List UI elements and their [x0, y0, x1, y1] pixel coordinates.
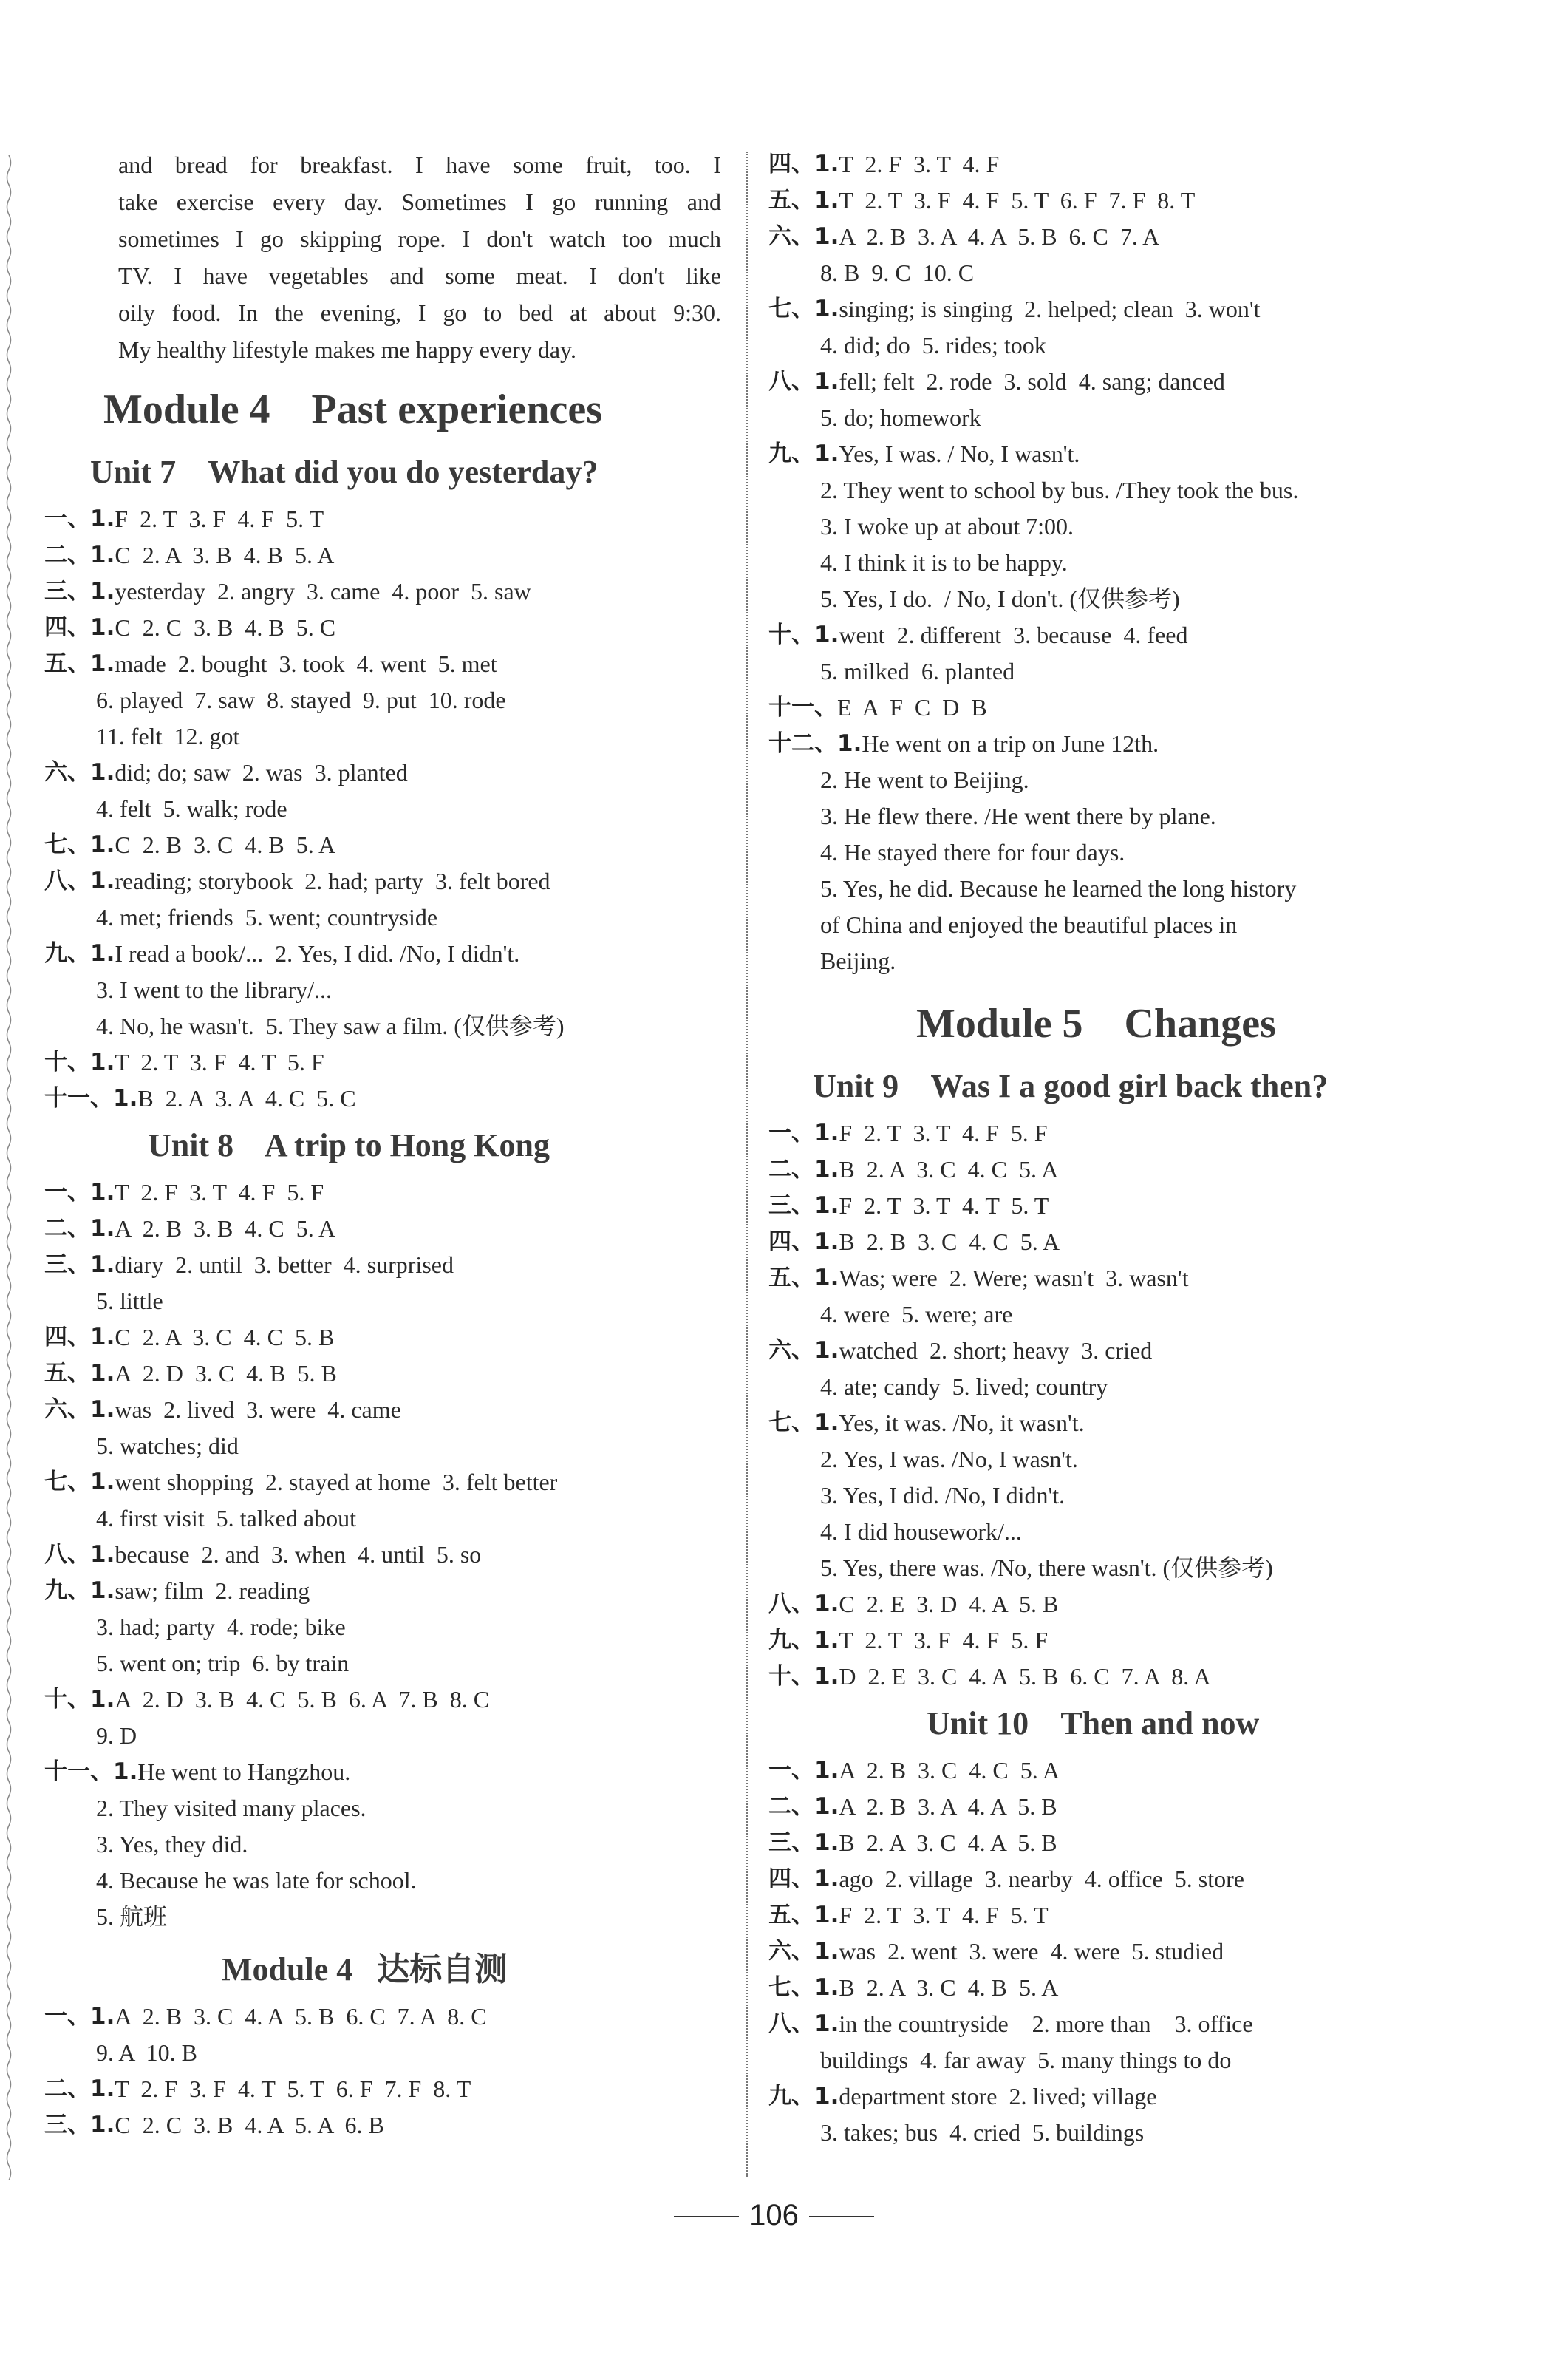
answer-item [768, 1152, 1507, 1188]
answer-item [44, 1356, 724, 1392]
intro-line: TV. I have vegetables and some meat. I don't like [118, 262, 721, 289]
answer-lines [839, 146, 1507, 183]
answer-lines [115, 1537, 724, 1573]
question-number: 一、1. [44, 506, 115, 532]
question-number: 三、1. [44, 1251, 115, 1278]
question-number: 五、1. [44, 1360, 115, 1387]
question-number: 二、1. [44, 2075, 115, 2102]
answer-line: E A F C D B [837, 694, 987, 721]
left-column [44, 146, 724, 2143]
answer-lines [115, 2071, 724, 2107]
answer-line: did; do; saw 2. was 3. planted [115, 759, 408, 786]
wavy-margin-line [4, 155, 13, 2180]
answer-line: B 2. A 3. A 4. C 5. C [137, 1085, 356, 1112]
answer-lines [820, 2006, 1507, 2078]
answer-lines [115, 574, 724, 610]
answer-item [44, 1044, 724, 1081]
answer-lines [820, 1260, 1507, 1333]
answer-lines [839, 1659, 1507, 1695]
answer-line: yesterday 2. angry 3. came 4. poor 5. saw [115, 578, 531, 605]
answer-line: A 2. B 3. C 4. A 5. B 6. C 7. A 8. C [115, 2003, 487, 2030]
question-number: 二、1. [768, 1793, 839, 1820]
answer-item [768, 1333, 1507, 1405]
answer-item [768, 1970, 1507, 2006]
answer-line: watched 2. short; heavy 3. cried [839, 1337, 1153, 1364]
question-number: 十、1. [768, 1663, 839, 1690]
answer-line: Yes, I was. / No, I wasn't. [839, 441, 1080, 467]
answer-line: Was; were 2. Were; wasn't 3. wasn't [839, 1265, 1189, 1291]
answer-line: was 2. went 3. were 4. were 5. studied [839, 1938, 1224, 1965]
answer-line: F 2. T 3. T 4. F 5. T [839, 1902, 1049, 1928]
answer-lines [96, 936, 724, 1044]
answer-item [44, 1682, 724, 1754]
question-number: 四、1. [768, 1866, 839, 1892]
answer-line: A 2. D 3. B 4. C 5. B 6. A 7. B 8. C [115, 1686, 490, 1713]
answer-item [768, 1861, 1507, 1897]
answer-item [44, 1754, 724, 1935]
answer-line: F 2. T 3. T 4. F 5. F [839, 1120, 1048, 1146]
answer-item [44, 1392, 724, 1464]
question-number: 十、1. [768, 622, 839, 648]
answer-line: 5. little [96, 1288, 163, 1314]
answer-lines [115, 2107, 724, 2143]
answer-line: T 2. T 3. F 4. F 5. T 6. F 7. F 8. T [839, 187, 1196, 214]
answer-item [768, 146, 1507, 183]
answer-lines [96, 1464, 724, 1537]
answer-line: 9. D [96, 1722, 137, 1749]
answer-line: Yes, it was. /No, it wasn't. [839, 1410, 1085, 1436]
answer-lines [96, 863, 724, 936]
answer-item [768, 1789, 1507, 1825]
question-number: 九、1. [768, 1627, 839, 1653]
intro-paragraph [44, 146, 724, 368]
answer-line: in the countryside 2. more than 3. office [839, 2010, 1253, 2037]
question-number: 七、1. [768, 1410, 839, 1436]
answer-line: 11. felt 12. got [96, 723, 240, 749]
answer-line: C 2. A 3. C 4. C 5. B [115, 1324, 335, 1350]
question-number: 二、1. [44, 1215, 115, 1242]
answer-line: T 2. T 3. F 4. T 5. F [115, 1049, 324, 1075]
question-number: 九、1. [44, 940, 115, 967]
intro-line: take exercise every day. Sometimes I go running and [118, 188, 721, 215]
question-number: 四、1. [768, 1228, 839, 1255]
answer-item [768, 1188, 1507, 1224]
answer-line: of China and enjoyed the beautiful places in [820, 911, 1238, 938]
answer-lines [820, 1333, 1507, 1405]
unit-7-heading: Unit 7 What did you do yesterday? [90, 454, 599, 490]
answer-line: 3. Yes, they did. [96, 1831, 248, 1857]
module-4-test-answers [44, 1999, 724, 2143]
question-number: 十、1. [44, 1049, 115, 1075]
answer-line: 3. takes; bus 4. cried 5. buildings [820, 2119, 1145, 2146]
answer-line: 3. I woke up at about 7:00. [820, 513, 1074, 540]
answer-item [44, 1081, 724, 1117]
question-number: 三、1. [44, 578, 115, 605]
question-number: 八、1. [768, 2010, 839, 2037]
question-number: 一、1. [44, 1179, 115, 1206]
question-number: 九、1. [768, 2083, 839, 2109]
answer-lines [96, 1999, 724, 2071]
question-number: 二、1. [768, 1156, 839, 1183]
answer-lines [820, 2078, 1507, 2151]
answer-item [44, 1174, 724, 1211]
unit-8-answers [44, 1174, 724, 1935]
intro-line: My healthy lifestyle makes me happy every day. [118, 336, 576, 363]
answer-item [768, 291, 1507, 364]
answer-line: 2. Yes, I was. /No, I wasn't. [820, 1446, 1078, 1472]
answer-lines [820, 291, 1507, 364]
question-number: 七、1. [44, 1469, 115, 1495]
answer-lines [96, 1682, 724, 1754]
answer-line: 4. Because he was late for school. [96, 1867, 417, 1894]
question-number: 十一、1. [44, 1085, 138, 1112]
answer-lines [839, 1825, 1507, 1861]
right-column [768, 146, 1507, 2151]
answer-lines [820, 436, 1507, 617]
answer-lines [839, 1622, 1507, 1659]
answer-item [44, 646, 724, 755]
answer-item [44, 574, 724, 610]
answer-item [768, 1260, 1507, 1333]
answer-item [768, 1622, 1507, 1659]
answer-lines [115, 1174, 724, 1211]
answer-lines [115, 1211, 724, 1247]
answer-lines [839, 1861, 1507, 1897]
answer-line: went shopping 2. stayed at home 3. felt better [115, 1469, 558, 1495]
answer-line: C 2. A 3. B 4. B 5. A [115, 542, 335, 568]
answer-line: 2. He went to Beijing. [820, 766, 1029, 793]
question-number: 五、1. [768, 1902, 839, 1928]
answer-line: C 2. C 3. B 4. B 5. C [115, 614, 336, 641]
answer-line: saw; film 2. reading [115, 1577, 310, 1604]
answer-item [768, 219, 1507, 291]
answer-lines [839, 1934, 1507, 1970]
answer-lines [137, 1081, 724, 1117]
question-number: 八、1. [768, 1591, 839, 1617]
answer-item [768, 690, 1507, 726]
answer-item [44, 1573, 724, 1682]
answer-line: 4. were 5. were; are [820, 1301, 1013, 1327]
question-number: 八、1. [44, 1541, 115, 1568]
answer-lines [115, 1319, 724, 1356]
answer-lines [96, 755, 724, 827]
unit-9-heading: Unit 9 Was I a good girl back then? [813, 1068, 1329, 1104]
answer-line: T 2. T 3. F 4. F 5. F [839, 1627, 1049, 1653]
answer-line: 4. felt 5. walk; rode [96, 795, 287, 822]
answer-line: fell; felt 2. rode 3. sold 4. sang; danced [839, 368, 1225, 395]
unit-7-answers [44, 501, 724, 1117]
answer-item [768, 2006, 1507, 2078]
answer-item [44, 863, 724, 936]
answer-lines [820, 219, 1507, 291]
answer-line: A 2. D 3. C 4. B 5. B [115, 1360, 337, 1387]
answer-lines [839, 1586, 1507, 1622]
answer-item [44, 936, 724, 1044]
answer-lines [820, 364, 1507, 436]
question-number: 六、1. [768, 223, 839, 250]
question-number: 七、1. [768, 1974, 839, 2001]
answer-line: D 2. E 3. C 4. A 5. B 6. C 7. A 8. A [839, 1663, 1211, 1690]
question-number: 二、1. [44, 542, 115, 568]
answer-lines [839, 183, 1507, 219]
answer-line: C 2. E 3. D 4. A 5. B [839, 1591, 1059, 1617]
answer-line: 9. A 10. B [96, 2039, 197, 2066]
answer-lines [837, 690, 1507, 726]
module-4-heading: Module 4 Past experiences [103, 387, 602, 432]
answer-line: He went to Hangzhou. [137, 1758, 351, 1785]
unit-9-answers [768, 1115, 1507, 1695]
answer-lines [839, 1224, 1507, 1260]
question-number: 四、1. [768, 151, 839, 177]
question-number: 三、1. [768, 1829, 839, 1856]
answer-line: because 2. and 3. when 4. until 5. so [115, 1541, 482, 1568]
answer-line: 4. I did housework/... [820, 1518, 1022, 1545]
page-number-dash-right [809, 2216, 874, 2217]
answer-lines [839, 1970, 1507, 2006]
answer-lines [115, 610, 724, 646]
answer-line: T 2. F 3. T 4. F [839, 151, 1000, 177]
answer-item [44, 1319, 724, 1356]
question-number: 九、1. [44, 1577, 115, 1604]
answer-line: B 2. B 3. C 4. C 5. A [839, 1228, 1060, 1255]
answer-line: 5. do; homework [820, 404, 981, 431]
answer-item [768, 1586, 1507, 1622]
question-number: 三、1. [44, 2112, 115, 2138]
answer-line: 4. I think it is to be happy. [820, 549, 1068, 576]
answer-lines [115, 537, 724, 574]
answer-line: 5. milked 6. planted [820, 658, 1015, 684]
answer-line: 5. Yes, there was. /No, there wasn't. (仅供参考) [820, 1554, 1273, 1581]
answer-lines [839, 1752, 1507, 1789]
module-4-test-heading: Module 4 达标自测 [222, 1951, 508, 1988]
answer-line: Beijing. [820, 948, 896, 974]
answer-item [44, 537, 724, 574]
unit-10-heading: Unit 10 Then and now [927, 1705, 1260, 1741]
answer-item [44, 1464, 724, 1537]
answer-line: 2. They visited many places. [96, 1795, 366, 1821]
answer-item [768, 436, 1507, 617]
answer-lines [96, 1573, 724, 1682]
answer-line: 4. ate; candy 5. lived; country [820, 1373, 1108, 1400]
answer-item [768, 1659, 1507, 1695]
answer-line: 4. met; friends 5. went; countryside [96, 904, 438, 931]
answer-lines [115, 501, 724, 537]
answer-item [768, 183, 1507, 219]
answer-line: 4. first visit 5. talked about [96, 1505, 356, 1531]
answer-line: T 2. F 3. F 4. T 5. T 6. F 7. F 8. T [115, 2075, 471, 2102]
answer-lines [820, 1405, 1507, 1586]
answer-item [44, 1247, 724, 1319]
answer-line: He went on a trip on June 12th. [862, 730, 1159, 757]
question-number: 八、1. [768, 368, 839, 395]
answer-line: ago 2. village 3. nearby 4. office 5. store [839, 1866, 1244, 1892]
question-number: 五、1. [768, 187, 839, 214]
answer-line: diary 2. until 3. better 4. surprised [115, 1251, 454, 1278]
answer-line: made 2. bought 3. took 4. went 5. met [115, 650, 497, 677]
answer-line: 4. He stayed there for four days. [820, 839, 1125, 866]
answer-lines [115, 1356, 724, 1392]
answer-item [44, 2071, 724, 2107]
answer-line: was 2. lived 3. were 4. came [115, 1396, 401, 1423]
answer-item [768, 1897, 1507, 1934]
answer-line: 3. had; party 4. rode; bike [96, 1614, 346, 1640]
page-number [0, 2199, 1548, 2232]
answer-item [44, 1999, 724, 2071]
answer-line: department store 2. lived; village [839, 2083, 1157, 2109]
page-number-dash-left [674, 2216, 739, 2217]
answer-line: F 2. T 3. T 4. T 5. T [839, 1192, 1049, 1219]
question-number: 一、1. [768, 1757, 839, 1784]
answer-lines [839, 1152, 1507, 1188]
answer-item [44, 610, 724, 646]
unit-10-answers [768, 1752, 1507, 2151]
answer-line: 8. B 9. C 10. C [820, 259, 975, 286]
question-number: 十一、1. [44, 1758, 138, 1785]
answer-line: went 2. different 3. because 4. feed [839, 622, 1188, 648]
answer-item [768, 1405, 1507, 1586]
intro-line: oily food. In the evening, I go to bed at about 9:30. [118, 299, 721, 326]
question-number: 四、1. [44, 614, 115, 641]
answer-item [768, 1115, 1507, 1152]
answer-line: A 2. B 3. A 4. A 5. B [839, 1793, 1057, 1820]
question-number: 六、1. [768, 1337, 839, 1364]
answer-lines [96, 1247, 724, 1319]
answer-line: 5. went on; trip 6. by train [96, 1650, 350, 1676]
answer-item [44, 2107, 724, 2143]
question-number: 五、1. [44, 650, 115, 677]
answer-lines [115, 1044, 724, 1081]
question-number: 十、1. [44, 1686, 115, 1713]
answer-line: singing; is singing 2. helped; clean 3. won't [839, 296, 1261, 322]
answer-item [768, 1752, 1507, 1789]
answer-item [44, 1211, 724, 1247]
question-number: 十二、1. [768, 730, 862, 757]
intro-line: and bread for breakfast. I have some fruit, too. I [118, 152, 721, 178]
answer-line: reading; storybook 2. had; party 3. felt bored [115, 868, 550, 894]
intro-line: sometimes I go skipping rope. I don't watch too much [118, 225, 721, 252]
answer-item [44, 1537, 724, 1573]
question-number: 一、1. [44, 2003, 115, 2030]
answer-item [44, 755, 724, 827]
answer-item [44, 827, 724, 863]
answer-lines [820, 617, 1507, 690]
module-5-heading: Module 5 Changes [916, 1001, 1276, 1047]
question-number: 六、1. [768, 1938, 839, 1965]
question-number: 五、1. [768, 1265, 839, 1291]
answer-line: B 2. A 3. C 4. C 5. A [839, 1156, 1059, 1183]
answer-line: 3. Yes, I did. /No, I didn't. [820, 1482, 1065, 1509]
question-number: 三、1. [768, 1192, 839, 1219]
answer-item [768, 1825, 1507, 1861]
answer-item [768, 2078, 1507, 2151]
answer-line: B 2. A 3. C 4. A 5. B [839, 1829, 1057, 1856]
answer-lines [115, 827, 724, 863]
answer-item [44, 501, 724, 537]
question-number: 六、1. [44, 759, 115, 786]
answer-lines [839, 1789, 1507, 1825]
answer-lines [96, 1754, 724, 1935]
column-divider [746, 152, 748, 2177]
answer-line: 5. watches; did [96, 1432, 239, 1459]
answer-line: buildings 4. far away 5. many things to do [820, 2047, 1232, 2073]
question-number: 七、1. [768, 296, 839, 322]
question-number: 十一、 [768, 694, 837, 721]
answer-lines [839, 1115, 1507, 1152]
answer-line: 6. played 7. saw 8. stayed 9. put 10. rode [96, 687, 506, 713]
answer-lines [839, 1188, 1507, 1224]
answer-line: T 2. F 3. T 4. F 5. F [115, 1179, 324, 1206]
answer-line: C 2. C 3. B 4. A 5. A 6. B [115, 2112, 384, 2138]
answer-line: 4. did; do 5. rides; took [820, 332, 1046, 358]
answer-line: B 2. A 3. C 4. B 5. A [839, 1974, 1059, 2001]
answer-line: 5. 航班 [96, 1903, 168, 1930]
answer-lines [96, 646, 724, 755]
answer-item [768, 364, 1507, 436]
question-number: 四、1. [44, 1324, 115, 1350]
question-number: 七、1. [44, 832, 115, 858]
question-number: 八、1. [44, 868, 115, 894]
answer-lines [820, 726, 1507, 979]
answer-line: A 2. B 3. A 4. A 5. B 6. C 7. A [839, 223, 1160, 250]
answer-line: A 2. B 3. B 4. C 5. A [115, 1215, 336, 1242]
answer-item [768, 1934, 1507, 1970]
answer-line: 3. I went to the library/... [96, 976, 333, 1003]
answer-item [768, 1224, 1507, 1260]
answer-line: 2. They went to school by bus. /They took the bus. [820, 477, 1299, 503]
answer-line: 3. He flew there. /He went there by plane. [820, 803, 1216, 829]
question-number: 九、1. [768, 441, 839, 467]
answer-lines [96, 1392, 724, 1464]
answer-line: 5. Yes, he did. Because he learned the long history [820, 875, 1297, 902]
answer-line: 4. No, he wasn't. 5. They saw a film. (仅供参考) [96, 1013, 565, 1039]
question-number: 六、1. [44, 1396, 115, 1423]
answer-line: A 2. B 3. C 4. C 5. A [839, 1757, 1060, 1784]
answer-item [768, 726, 1507, 979]
module-4-test-answers-continued [768, 146, 1507, 979]
question-number: 一、1. [768, 1120, 839, 1146]
answer-item [768, 617, 1507, 690]
unit-8-heading: Unit 8 A trip to Hong Kong [148, 1127, 550, 1163]
answer-line: 5. Yes, I do. / No, I don't. (仅供参考) [820, 585, 1180, 612]
answer-line: F 2. T 3. F 4. F 5. T [115, 506, 324, 532]
answer-lines [839, 1897, 1507, 1934]
answer-line: I read a book/... 2. Yes, I did. /No, I didn't. [115, 940, 520, 967]
page-number-text: 106 [749, 2199, 799, 2231]
answer-line: C 2. B 3. C 4. B 5. A [115, 832, 336, 858]
